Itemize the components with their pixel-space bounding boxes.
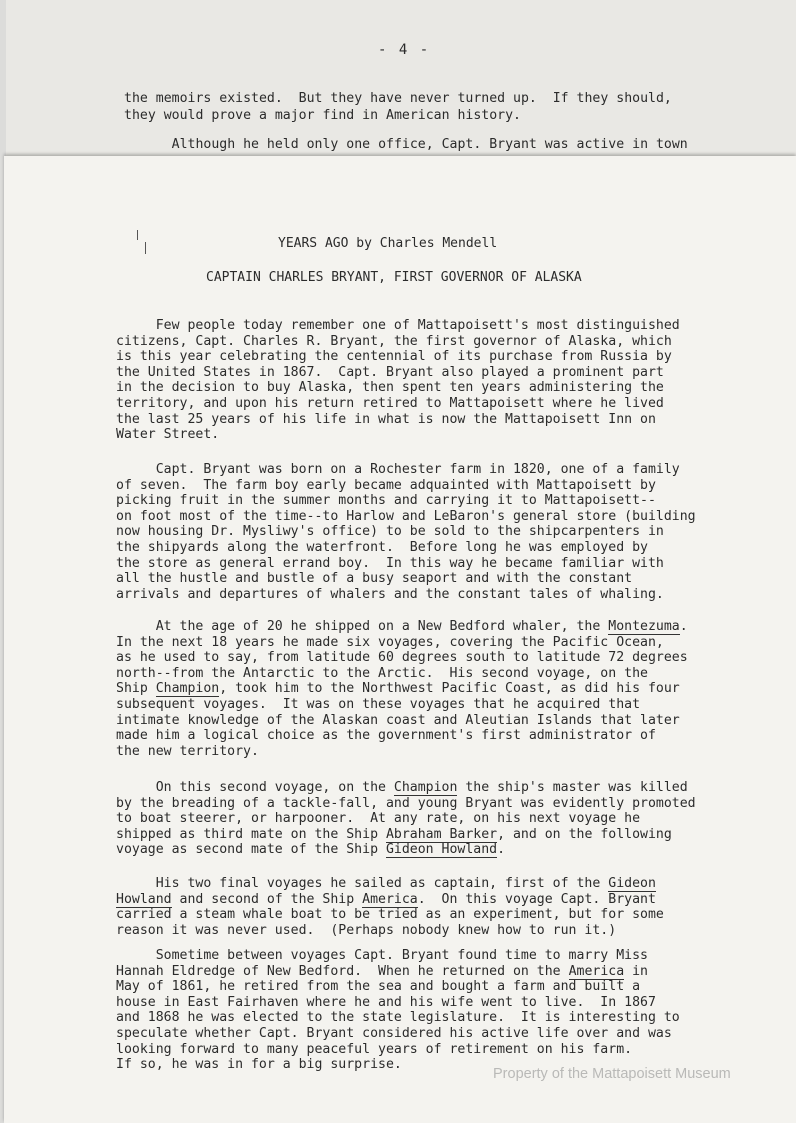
previous-page-line: Although he held only one office, Capt. Bryant was active in town [124, 137, 688, 152]
text-line: as he used to say, from latitude 60 degrees south to latitude 72 degrees [116, 650, 688, 666]
text-line: of seven. The farm boy early became adquainted with Mattapoisett by [116, 477, 656, 493]
ship-name-america: America [362, 891, 418, 907]
text-line: in the decision to buy Alaska, then spent ten years administering the [116, 380, 664, 396]
ship-name-gideon-howland: Gideon Howland [385, 842, 498, 858]
text-line: made him a logical choice as the government's first administrator of [116, 728, 656, 744]
article-subtitle: CAPTAIN CHARLES BRYANT, FIRST GOVERNOR OF ALASKA [206, 270, 582, 285]
paragraph [116, 876, 664, 938]
ship-name-champion: Champion [393, 780, 458, 795]
text-line [116, 681, 688, 697]
text-line: by the breading of a tackle-fall, and young Bryant was evidently promoted [116, 795, 696, 811]
previous-page-line: they would prove a major find in American history. [124, 108, 521, 123]
text-line: subsequent voyages. It was on these voyages that he acquired that [116, 696, 641, 712]
text-fragment: Hannah Eldredge of New Bedford. When he returned on the [116, 963, 569, 979]
text-fragment: , and on the following [497, 826, 672, 842]
text-line: the new territory. [116, 743, 259, 759]
text-line: carried a steam whale boat to be tried as an experiment, but for some [116, 907, 664, 923]
museum-watermark: Property of the Mattapoisett Museum [493, 1066, 731, 1082]
text-line: on foot most of the time--to Harlow and LeBaron's general store (building [116, 508, 696, 524]
page-number: - 4 - [378, 42, 431, 58]
text-line: Capt. Bryant was born on a Rochester farm in 1820, one of a family [116, 462, 680, 477]
text-line: Water Street. [116, 427, 220, 443]
article-title: YEARS AGO by Charles Mendell [278, 236, 498, 251]
text-fragment: At the age of 20 he shipped on a New Bedford whaler, the [116, 619, 609, 634]
previous-page-line: the memoirs existed. But they have never turned up. If they should, [124, 91, 672, 106]
text-line: to boat steerer, or harpooner. At any rate, on his next voyage he [116, 811, 641, 827]
text-line [116, 964, 680, 980]
text-fragment: His two final voyages he sailed as captain, first of the [116, 876, 609, 891]
text-line: May of 1861, he retired from the sea and bought a farm and built a [116, 979, 641, 995]
text-line: speculate whether Capt. Bryant considered his active life over and was [116, 1025, 672, 1041]
text-line: all the hustle and bustle of a busy seaport and with the constant [116, 571, 633, 587]
text-fragment: Ship [116, 681, 156, 697]
text-line: now housing Dr. Mysliwy's office) to be sold to the shipcarpenters in [116, 524, 664, 540]
text-line: In the next 18 years he made six voyages, covering the Pacific Ocean, [116, 634, 664, 650]
article-page [4, 156, 796, 1123]
pencil-mark [145, 242, 146, 254]
text-line: If so, he was in for a big surprise. [116, 1057, 402, 1073]
ship-name-america: America [568, 963, 625, 979]
text-line: picking fruit in the summer months and carrying it to Mattapoisett-- [116, 493, 656, 509]
text-line: the shipyards along the waterfront. Before long he was employed by [116, 539, 648, 555]
text-line [116, 619, 688, 635]
text-line: intimate knowledge of the Alaskan coast and Aleutian Islands that later [116, 712, 680, 728]
text-line: citizens, Capt. Charles R. Bryant, the first governor of Alaska, which [116, 333, 672, 349]
paragraph [116, 318, 680, 443]
text-line [116, 780, 696, 796]
text-fragment: in [624, 963, 648, 979]
text-fragment: On this second voyage, on the [116, 780, 394, 795]
paragraph [116, 780, 696, 858]
text-line: reason it was never used. (Perhaps nobody knew how to run it.) [116, 922, 617, 938]
text-line: arrivals and departures of whalers and the constant tales of whaling. [116, 586, 664, 602]
paragraph [116, 948, 680, 1073]
previous-page [6, 0, 796, 175]
ship-name-gideon: Gideon [608, 876, 656, 891]
text-line: is this year celebrating the centennial of its purchase from Russia by [116, 349, 672, 365]
ship-name-abraham-barker: Abraham Barker [385, 826, 498, 842]
text-line [116, 876, 664, 892]
text-fragment: and second of the Ship [171, 891, 363, 907]
text-fragment: . [679, 619, 688, 634]
ship-name-montezuma: Montezuma [608, 619, 680, 634]
text-line: north--from the Antarctic to the Arctic. His second voyage, on the [116, 665, 648, 681]
text-line: looking forward to many peaceful years of retirement on his farm. [116, 1041, 633, 1057]
text-line [116, 827, 696, 843]
ship-name-champion: Champion [155, 681, 220, 697]
text-line [116, 892, 664, 908]
text-line [116, 842, 696, 858]
ship-name-howland: Howland [116, 891, 172, 907]
text-fragment: . [497, 842, 506, 858]
text-line: Sometime between voyages Capt. Bryant found time to marry Miss [116, 948, 648, 963]
text-line: and 1868 he was elected to the state legislature. It is interesting to [116, 1010, 680, 1026]
text-line: territory, and upon his return retired to Mattapoisett where he lived [116, 395, 664, 411]
pencil-mark [137, 230, 138, 240]
text-fragment: the ship's master was killed [457, 780, 688, 795]
text-fragment: . On this voyage Capt. Bryant [417, 891, 656, 907]
text-fragment: voyage as second mate of the Ship [116, 842, 386, 858]
text-fragment: , took him to the Northwest Pacific Coast, as did his four [219, 681, 680, 697]
text-line: house in East Fairhaven where he and his wife went to live. In 1867 [116, 994, 656, 1010]
paragraph [116, 619, 688, 759]
text-line: the United States in 1867. Capt. Bryant also played a prominent part [116, 364, 664, 380]
text-line: the last 25 years of his life in what is now the Mattapoisett Inn on [116, 411, 656, 427]
text-line: Few people today remember one of Mattapoisett's most distinguished [116, 318, 680, 333]
text-line: the store as general errand boy. In this way he became familiar with [116, 555, 664, 571]
paragraph [116, 462, 696, 602]
text-fragment: shipped as third mate on the Ship [116, 826, 386, 842]
